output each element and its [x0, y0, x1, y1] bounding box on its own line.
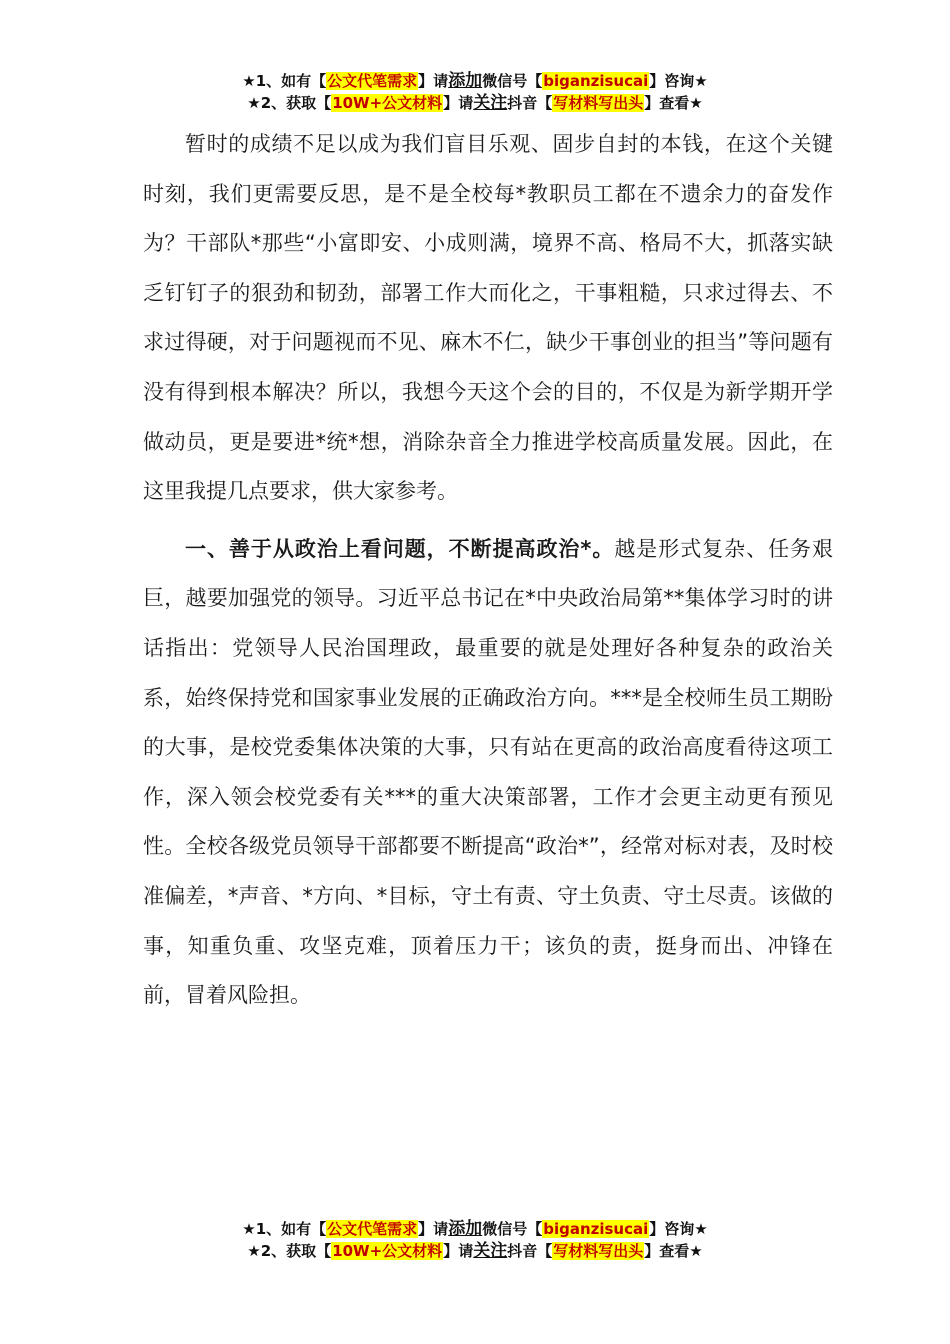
banner-text: 微信号【	[482, 1220, 543, 1238]
banner-line-1	[0, 70, 950, 92]
banner-highlight: biganzisucai	[543, 1220, 649, 1238]
banner-text: 抖音【	[507, 94, 553, 112]
banner-text: ★2、获取【	[247, 94, 332, 112]
banner-highlight: 写材料写出头	[553, 94, 644, 112]
banner-line-1	[0, 1218, 950, 1240]
banner-text: 】请	[418, 1220, 449, 1238]
paragraph-2	[143, 525, 833, 1021]
banner-text: 】查看★	[644, 94, 703, 112]
banner-text: 】请	[418, 72, 449, 90]
banner-highlight: 写材料写出头	[553, 1242, 644, 1260]
banner-text: ★2、获取【	[247, 1242, 332, 1260]
banner-highlight: biganzisucai	[543, 72, 649, 90]
banner-text: 】请	[443, 94, 474, 112]
banner-emphasis: 添加	[448, 1219, 483, 1239]
footer-banner	[0, 1218, 950, 1262]
paragraph-1: 暂时的成绩不足以成为我们盲目乐观、固步自封的本钱，在这个关键时刻，我们更需要反思，是不是全校每*教职员工都在不遗余力的奋发作为？干部队*那些“小富即安、小成则满，境界不高、格局不大，抓落实缺乏钉钉子的狠劲和韧劲，部署工作大而化之，干事粗糙，只求过得去、不求过得硬，对于问题视而不见、麻木不仁，缺少干事创业的担当”等问题有没有得到根本解决？所以，我想今天这个会的目的，不仅是为新学期开学做动员，更是要进*统*想，消除杂音全力推进学校高质量发展。因此，在这里我提几点要求，供大家参考。	[143, 132, 833, 504]
banner-emphasis: 添加	[448, 71, 483, 91]
banner-text: 】咨询★	[649, 72, 708, 90]
paragraph-2-body: 越是形式复杂、任务艰巨，越要加强党的领导。习近平总书记在*中央政治局第**集体学习时的讲话指出：党领导人民治国理政，最重要的就是处理好各种复杂的政治关系，始终保持党和国家事业发展的正确政治方向。***是全校师生员工期盼的大事，是校党委集体决策的大事，只有站在更高的政治高度看待这项工作，深入领会校党委有关***的重大决策部署，工作才会更主动更有预见性。全校各级党员领导干部都要不断提高“政治*”，经常对标对表，及时校准偏差，*声音、*方向、*目标，守土有责、守土负责、守土尽责。该做的事，知重负重、攻坚克难，顶着压力干；该负的责，挺身而出、冲锋在前，冒着风险担。	[143, 536, 834, 1008]
header-banner	[0, 70, 950, 114]
section-heading: 一、善于从政治上看问题，不断提高政治*。	[185, 536, 615, 561]
banner-text: 抖音【	[507, 1242, 553, 1260]
banner-text: ★1、如有【	[242, 72, 327, 90]
banner-highlight: 10W+公文材料	[332, 1242, 443, 1260]
banner-text: 】查看★	[644, 1242, 703, 1260]
banner-line-2	[0, 92, 950, 114]
banner-highlight: 公文代笔需求	[327, 72, 418, 90]
banner-text: 微信号【	[482, 72, 543, 90]
document-body	[143, 120, 833, 1021]
banner-emphasis: 关注	[473, 93, 508, 113]
banner-highlight: 10W+公文材料	[332, 94, 443, 112]
banner-text: ★1、如有【	[242, 1220, 327, 1238]
banner-text: 】咨询★	[649, 1220, 708, 1238]
banner-line-2	[0, 1240, 950, 1262]
banner-emphasis: 关注	[473, 1241, 508, 1261]
banner-highlight: 公文代笔需求	[327, 1220, 418, 1238]
banner-text: 】请	[443, 1242, 474, 1260]
